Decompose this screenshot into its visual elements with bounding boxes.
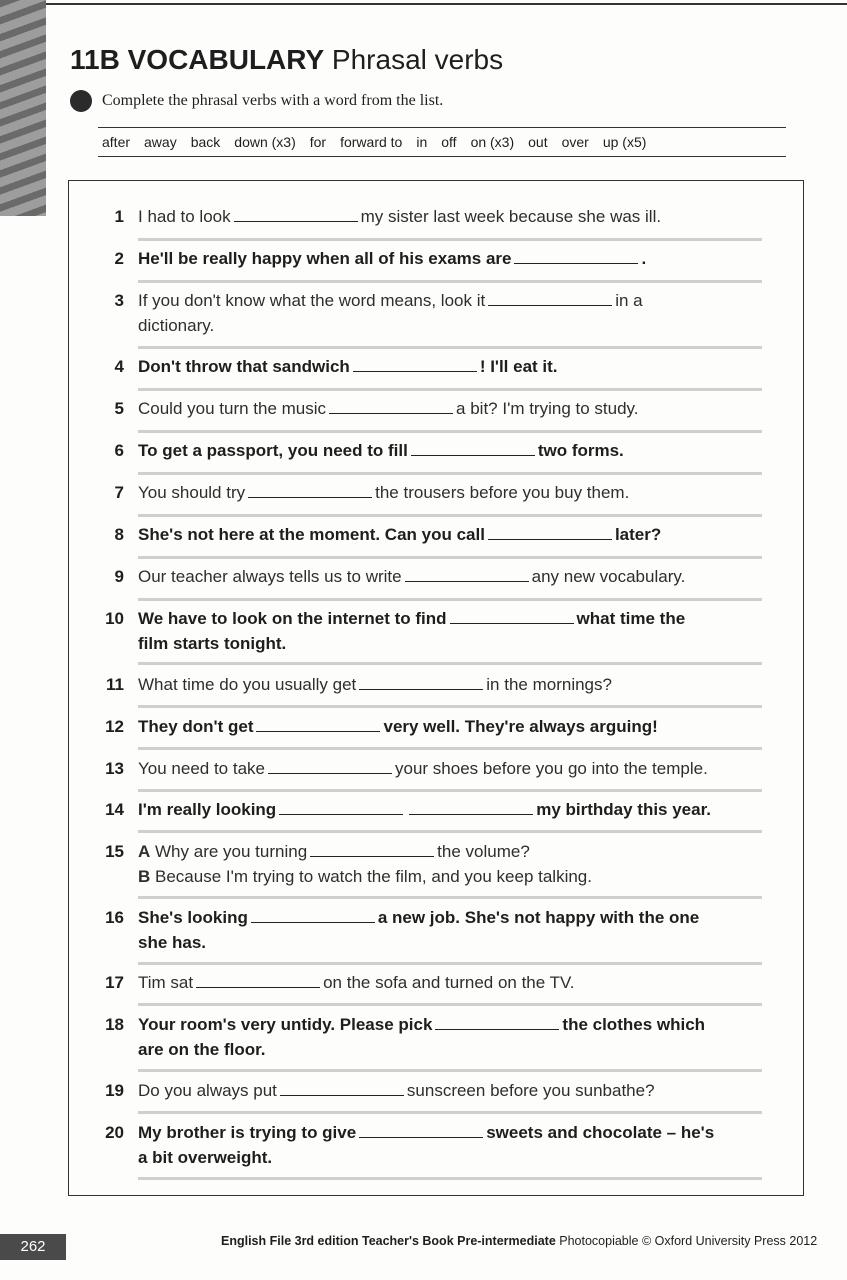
item-text: ! I'll eat it.: [479, 357, 558, 376]
word-item: back: [190, 134, 221, 150]
item-number: 4: [114, 357, 124, 376]
item-text: film starts tonight.: [138, 634, 287, 653]
separator: [138, 280, 762, 283]
page-number: 262: [0, 1234, 66, 1260]
item-text: on the sofa and turned on the TV.: [323, 973, 575, 992]
item-number: 15: [105, 842, 124, 861]
item-text: my sister last week because she was ill.: [360, 207, 662, 226]
separator: [138, 472, 762, 475]
item-text: any new vocabulary.: [531, 567, 686, 586]
item-text: sweets and chocolate – he's: [486, 1123, 715, 1142]
item-number: 7: [114, 483, 124, 502]
item-text: my birthday this year.: [536, 800, 711, 819]
item-text: Our teacher always tells us to write: [138, 567, 402, 586]
item-text: the clothes which: [562, 1015, 706, 1034]
item-text: If you don't know what the word means, look it: [138, 291, 486, 310]
answer-blank[interactable]: [405, 567, 529, 582]
speaker-label: A: [138, 842, 151, 861]
separator: [138, 896, 762, 899]
item-text: Tim sat: [138, 973, 194, 992]
word-item: on (x3): [470, 134, 515, 150]
separator: [138, 830, 762, 833]
word-item: off: [441, 134, 457, 150]
item-text: You need to take: [138, 759, 265, 778]
item-text: We have to look on the internet to find: [138, 609, 447, 628]
answer-blank[interactable]: [488, 525, 612, 540]
separator: [138, 388, 762, 391]
answer-blank[interactable]: [359, 1123, 483, 1138]
item-text: a bit? I'm trying to study.: [456, 399, 639, 418]
item-number: 6: [114, 441, 124, 460]
item-number: 8: [114, 525, 124, 544]
bullet-icon: [70, 90, 92, 112]
answer-blank[interactable]: [353, 357, 477, 372]
item-number: 5: [114, 399, 124, 418]
answer-blank[interactable]: [435, 1015, 559, 1030]
item-text: You should try: [138, 483, 246, 502]
item-number: 1: [114, 207, 124, 226]
item-text: I had to look: [138, 207, 231, 226]
word-item: for: [309, 134, 327, 150]
answer-blank[interactable]: [251, 908, 375, 923]
item-text: in the mornings?: [486, 675, 612, 694]
item-number: 10: [105, 609, 124, 628]
item-text: dictionary.: [138, 316, 215, 335]
item-text: a new job. She's not happy with the one: [377, 908, 700, 927]
title-subheading: Phrasal verbs: [331, 44, 504, 75]
separator: [138, 962, 762, 965]
item-number: 2: [114, 249, 124, 268]
separator: [138, 1177, 762, 1180]
word-item: over: [561, 134, 589, 150]
separator: [138, 662, 762, 665]
word-item: up (x5): [602, 134, 647, 150]
item-text: what time the: [576, 609, 686, 628]
answer-blank[interactable]: [409, 800, 533, 815]
item-number: 17: [105, 973, 124, 992]
item-text: Why are you turning: [155, 842, 308, 861]
separator: [138, 1069, 762, 1072]
title-heading: VOCABULARY: [127, 44, 325, 75]
item-text: I'm really looking: [138, 800, 277, 819]
separator: [138, 556, 762, 559]
item-number: 3: [114, 291, 124, 310]
item-number: 13: [105, 759, 124, 778]
word-item: in: [416, 134, 428, 150]
item-number: 19: [105, 1081, 124, 1100]
item-text: She's looking: [138, 908, 248, 927]
item-text: Don't throw that sandwich: [138, 357, 350, 376]
word-item: down (x3): [234, 134, 296, 150]
item-text: are on the floor.: [138, 1040, 266, 1059]
item-number: 9: [114, 567, 124, 586]
answer-blank[interactable]: [329, 399, 453, 414]
item-text: My brother is trying to give: [138, 1123, 357, 1142]
word-item: after: [102, 134, 131, 150]
item-text: They don't get: [138, 717, 254, 736]
page-title: [70, 44, 503, 76]
answer-blank[interactable]: [279, 800, 403, 815]
separator: [138, 705, 762, 708]
item-text: What time do you usually get: [138, 675, 357, 694]
item-number: 20: [105, 1123, 124, 1142]
item-text: Your room's very untidy. Please pick: [138, 1015, 433, 1034]
item-text: Could you turn the music: [138, 399, 327, 418]
item-text: later?: [614, 525, 662, 544]
answer-blank[interactable]: [488, 291, 612, 306]
item-text: she has.: [138, 933, 207, 952]
answer-blank[interactable]: [514, 249, 638, 264]
top-rule: [0, 3, 847, 5]
answer-blank[interactable]: [268, 759, 392, 774]
separator: [138, 430, 762, 433]
instruction-text: Complete the phrasal verbs with a word from the list.: [102, 92, 444, 109]
answer-blank[interactable]: [248, 483, 372, 498]
item-text: in a: [615, 291, 643, 310]
answer-blank[interactable]: [280, 1081, 404, 1096]
separator: [138, 346, 762, 349]
item-number: 12: [105, 717, 124, 736]
answer-blank[interactable]: [359, 675, 483, 690]
word-list: [98, 127, 786, 157]
item-number: 11: [106, 675, 124, 694]
separator: [138, 238, 762, 241]
answer-blank[interactable]: [411, 441, 535, 456]
item-text: the trousers before you buy them.: [375, 483, 630, 502]
answer-blank[interactable]: [256, 717, 380, 732]
separator: [138, 598, 762, 601]
item-text: sunscreen before you sunbathe?: [406, 1081, 655, 1100]
lesson-code: 11B: [70, 44, 120, 75]
separator: [138, 747, 762, 750]
answer-blank[interactable]: [234, 207, 358, 222]
footer-book: English File 3rd edition Teacher's Book Pre-intermediate: [221, 1234, 556, 1248]
item-text: your shoes before you go into the temple.: [395, 759, 708, 778]
footer-credit: [221, 1233, 817, 1249]
item-number: 18: [105, 1015, 124, 1034]
separator: [138, 1003, 762, 1006]
answer-blank[interactable]: [196, 973, 320, 988]
item-text: He'll be really happy when all of his exams are: [138, 249, 512, 268]
word-item: forward to: [340, 134, 403, 150]
footer-rights: Photocopiable © Oxford University Press 2012: [559, 1234, 818, 1248]
separator: [138, 789, 762, 792]
speaker-label: B: [138, 867, 151, 886]
item-text: Do you always put: [138, 1081, 277, 1100]
answer-blank[interactable]: [450, 609, 574, 624]
item-text: very well. They're always arguing!: [383, 717, 658, 736]
item-number: 14: [105, 800, 124, 819]
item-text: a bit overweight.: [138, 1148, 273, 1167]
item-text: the volume?: [437, 842, 530, 861]
item-text: two forms.: [537, 441, 624, 460]
word-item: out: [528, 134, 548, 150]
separator: [138, 1111, 762, 1114]
word-item: away: [144, 134, 177, 150]
answer-blank[interactable]: [310, 842, 434, 857]
item-text: To get a passport, you need to fill: [138, 441, 408, 460]
item-number: 16: [105, 908, 124, 927]
instruction: [70, 90, 443, 112]
edge-decoration: [0, 0, 46, 216]
item-text: .: [641, 249, 647, 268]
item-text: She's not here at the moment. Can you call: [138, 525, 485, 544]
separator: [138, 514, 762, 517]
item-text: Because I'm trying to watch the film, and you keep talking.: [155, 867, 592, 886]
